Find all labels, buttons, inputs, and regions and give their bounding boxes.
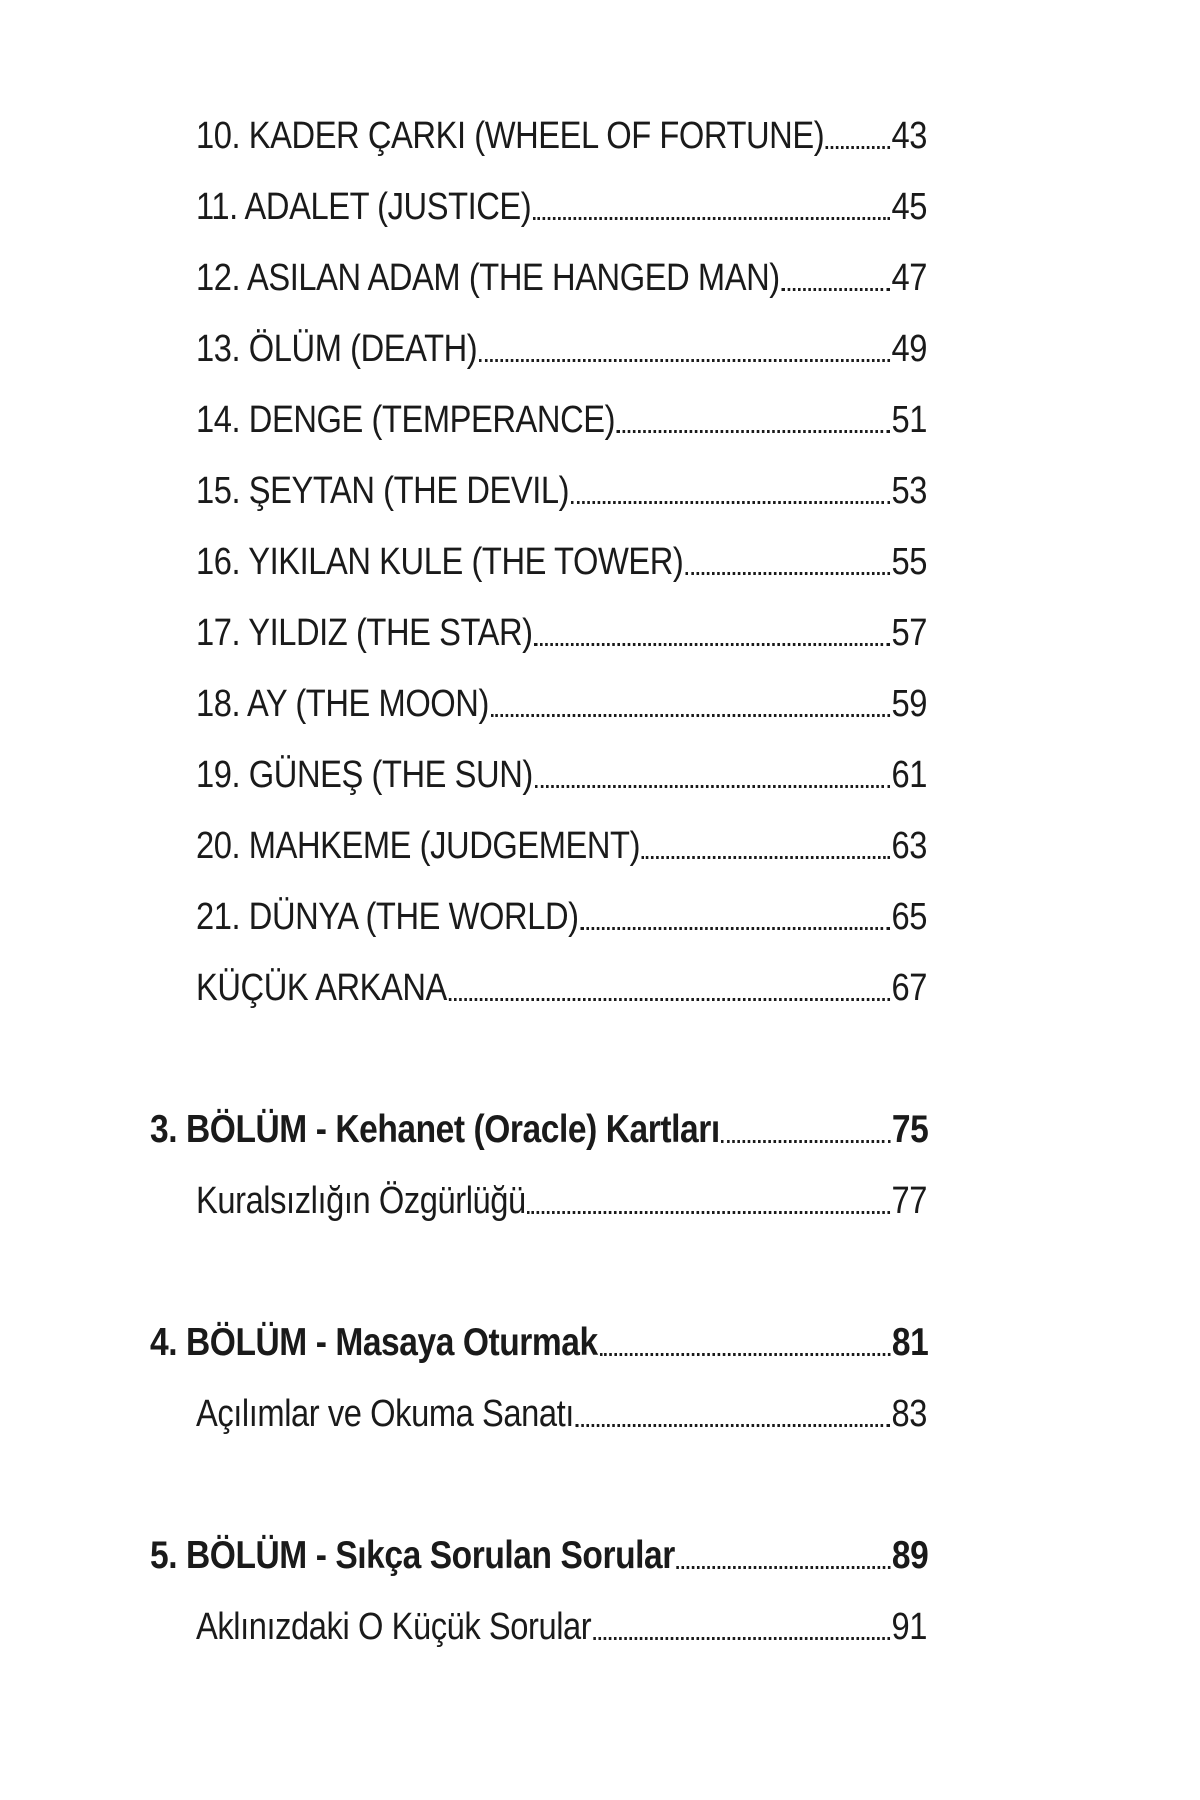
toc-entry-page: 55 (891, 541, 927, 583)
dot-leader (599, 1343, 890, 1356)
toc-entry-page: 57 (891, 612, 927, 654)
toc-entry-page: 47 (891, 257, 927, 299)
toc-entry-page: 67 (891, 967, 927, 1009)
toc-entry-page: 65 (891, 896, 927, 938)
toc-entry-temperance (196, 386, 927, 442)
dot-leader (617, 420, 890, 433)
toc-entry-page: 77 (891, 1180, 927, 1222)
toc-entry-wheel-of-fortune (196, 102, 927, 158)
toc-entry-world (196, 883, 927, 939)
toc-entry-tower (196, 528, 927, 584)
toc-section-3 (150, 1096, 928, 1152)
dot-leader (528, 1201, 890, 1214)
dot-leader (491, 704, 890, 717)
toc-entry-star (196, 599, 927, 655)
toc-entry-justice (196, 173, 927, 229)
toc-entry-page: 91 (891, 1606, 927, 1648)
toc-entry-title: 17. YILDIZ (THE STAR) (196, 612, 533, 654)
toc-entry-title: 12. ASILAN ADAM (THE HANGED MAN) (196, 257, 780, 299)
toc-entry-section-3-sub (196, 1167, 927, 1223)
toc-entry-sun (196, 741, 927, 797)
dot-leader (580, 917, 889, 930)
dot-leader (642, 846, 890, 859)
toc-section-title: 4. BÖLÜM - Masaya Oturmak (150, 1321, 598, 1364)
dot-leader (449, 988, 890, 1001)
toc-entry-page: 51 (891, 399, 927, 441)
toc-entry-page: 45 (891, 186, 927, 228)
toc-entry-title: 20. MAHKEME (JUDGEMENT) (196, 825, 641, 867)
toc-entry-title: Açılımlar ve Okuma Sanatı (196, 1393, 574, 1435)
toc-section-page: 81 (891, 1321, 929, 1364)
toc-entry-page: 53 (891, 470, 927, 512)
toc-entry-page: 61 (891, 754, 927, 796)
toc-entry-page: 63 (891, 825, 927, 867)
toc-entry-title: Kuralsızlığın Özgürlüğü (196, 1180, 526, 1222)
toc-entry-minor-arcana (196, 954, 927, 1010)
toc-section-title: 3. BÖLÜM - Kehanet (Oracle) Kartları (150, 1108, 720, 1151)
toc-entry-title: 13. ÖLÜM (DEATH) (196, 328, 478, 370)
toc-entry-page: 59 (891, 683, 927, 725)
dot-leader (721, 1130, 890, 1143)
toc-entry-page: 49 (891, 328, 927, 370)
toc-entry-moon (196, 670, 927, 726)
dot-leader (685, 562, 890, 575)
toc-entry-title: 21. DÜNYA (THE WORLD) (196, 896, 579, 938)
toc-section-page: 89 (891, 1534, 929, 1577)
toc-entry-title: 18. AY (THE MOON) (196, 683, 489, 725)
dot-leader (571, 491, 890, 504)
toc-section-4 (150, 1309, 928, 1365)
toc-entry-page: 43 (891, 115, 927, 157)
dot-leader (535, 775, 890, 788)
toc-entry-title: 19. GÜNEŞ (THE SUN) (196, 754, 533, 796)
toc-entry-title: 14. DENGE (TEMPERANCE) (196, 399, 616, 441)
toc-entry-hanged-man (196, 244, 927, 300)
toc-section-title: 5. BÖLÜM - Sıkça Sorulan Sorular (150, 1534, 675, 1577)
toc-entry-title: KÜÇÜK ARKANA (196, 967, 447, 1009)
dot-leader (781, 278, 889, 291)
toc-entry-title: 11. ADALET (JUSTICE) (196, 186, 532, 228)
dot-leader (826, 136, 890, 149)
toc-entry-death (196, 315, 927, 371)
dot-leader (533, 207, 890, 220)
toc-section-5 (150, 1522, 928, 1578)
toc-entry-section-5-sub (196, 1593, 927, 1649)
toc-section-page: 75 (891, 1108, 929, 1151)
dot-leader (576, 1414, 890, 1427)
toc-entry-title: 10. KADER ÇARKI (WHEEL OF FORTUNE) (196, 115, 825, 157)
toc-entry-devil (196, 457, 927, 513)
toc-entry-judgement (196, 812, 927, 868)
toc-entry-title: 15. ŞEYTAN (THE DEVIL) (196, 470, 570, 512)
toc-entry-page: 83 (891, 1393, 927, 1435)
dot-leader (479, 349, 890, 362)
toc-entry-title: Aklınızdaki O Küçük Sorular (196, 1606, 592, 1648)
dot-leader (593, 1627, 890, 1640)
toc-entry-title: 16. YIKILAN KULE (THE TOWER) (196, 541, 684, 583)
dot-leader (534, 633, 889, 646)
dot-leader (677, 1556, 891, 1569)
toc-entry-section-4-sub (196, 1380, 927, 1436)
